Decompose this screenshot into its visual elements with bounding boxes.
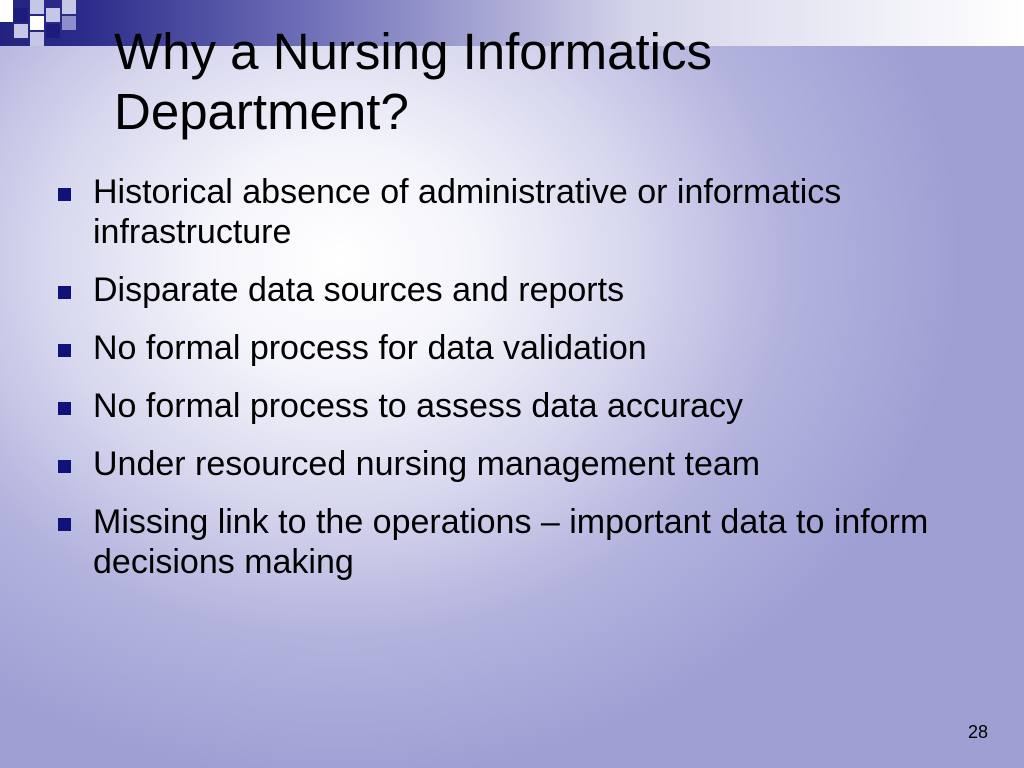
bullet-text: Under resourced nursing management team xyxy=(93,445,761,483)
corner-square xyxy=(62,0,76,14)
bullet-text: No formal process to assess data accuracy xyxy=(93,387,744,425)
slide-title: Why a Nursing Informatics Department? xyxy=(114,23,713,140)
bullet-text: Historical absence of administrative or informatics infrastructure xyxy=(93,173,842,251)
bullet-item xyxy=(56,386,976,426)
bullet-item xyxy=(56,270,976,310)
corner-square xyxy=(14,24,28,38)
bullet-text: Disparate data sources and reports xyxy=(93,271,625,309)
square-bullet-icon xyxy=(58,344,71,357)
corner-square xyxy=(46,8,60,22)
bullet-item xyxy=(56,444,976,484)
bullet-item xyxy=(56,172,976,252)
bullet-list xyxy=(56,172,976,600)
bullet-item xyxy=(56,328,976,368)
corner-square xyxy=(14,8,28,22)
square-bullet-icon xyxy=(58,188,71,201)
corner-square xyxy=(62,16,76,30)
square-bullet-icon xyxy=(58,460,71,473)
corner-square xyxy=(0,0,13,22)
page-number: 28 xyxy=(967,722,988,742)
square-bullet-icon xyxy=(58,518,71,531)
square-bullet-icon xyxy=(58,286,71,299)
corner-square xyxy=(30,16,44,30)
corner-square xyxy=(30,0,44,14)
corner-square xyxy=(46,24,60,38)
bullet-text: Missing link to the operations – important data to inform decisions making xyxy=(93,503,929,581)
square-bullet-icon xyxy=(58,402,71,415)
corner-square xyxy=(30,32,44,46)
bullet-text: No formal process for data validation xyxy=(93,329,647,367)
bullet-item xyxy=(56,502,976,582)
